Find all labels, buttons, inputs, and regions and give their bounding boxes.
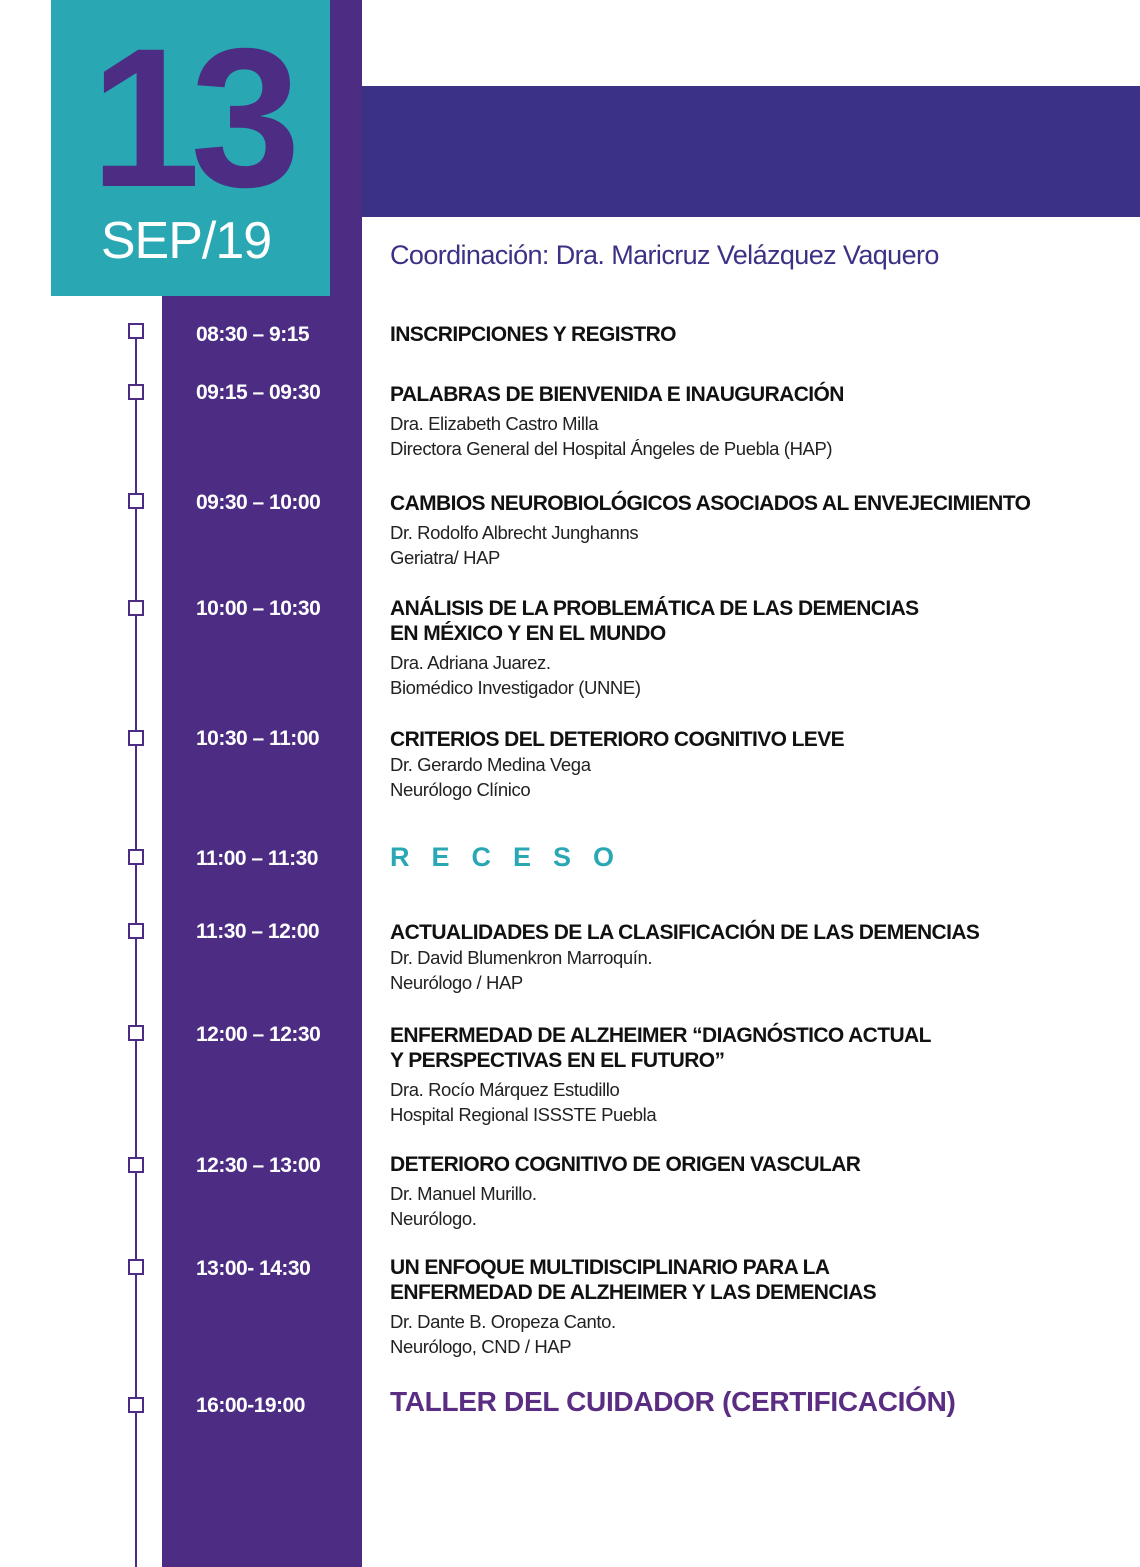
agenda-item	[390, 920, 1120, 995]
agenda-time: 09:30 – 10:00	[196, 491, 321, 514]
agenda-title: CAMBIOS NEUROBIOLÓGICOS ASOCIADOS AL ENVEJECIMIENTO	[390, 492, 1031, 515]
agenda-title: DETERIORO COGNITIVO DE ORIGEN VASCULAR	[390, 1153, 861, 1176]
agenda-speaker: Dr. Dante B. Oropeza Canto.	[390, 1311, 616, 1332]
timeline-node	[128, 1397, 144, 1413]
date-month-year: SEP/19	[100, 212, 272, 270]
agenda-speaker: Dr. David Blumenkron Marroquín.	[390, 947, 653, 968]
agenda-item	[390, 1255, 1120, 1359]
agenda-item-break	[390, 842, 1120, 872]
date-box	[51, 0, 330, 296]
agenda-item	[390, 1023, 1120, 1127]
agenda-time: 08:30 – 9:15	[196, 323, 310, 346]
agenda-item-workshop	[390, 1386, 1120, 1418]
agenda-role: Hospital Regional ISSSTE Puebla	[390, 1104, 657, 1125]
agenda-item	[390, 1152, 1120, 1231]
agenda-speaker: Dr. Gerardo Medina Vega	[390, 754, 591, 775]
agenda-item	[390, 322, 1120, 347]
agenda-role: Directora General del Hospital Ángeles de Puebla (HAP)	[390, 438, 833, 459]
date-box-edge	[330, 0, 362, 296]
agenda-title: PALABRAS DE BIENVENIDA E INAUGURACIÓN	[390, 383, 844, 406]
agenda-title: CRITERIOS DEL DETERIORO COGNITIVO LEVE	[390, 728, 845, 751]
timeline-node	[128, 384, 144, 400]
timeline-node	[128, 600, 144, 616]
agenda-speaker: Dr. Rodolfo Albrecht Junghanns	[390, 522, 639, 543]
coordination-line	[390, 238, 939, 272]
workshop-title: TALLER DEL CUIDADOR (CERTIFICACIÓN)	[390, 1386, 956, 1417]
agenda-role: Neurólogo.	[390, 1208, 477, 1229]
break-title: RECESO	[390, 842, 637, 872]
agenda-item	[390, 491, 1120, 570]
header-band	[362, 86, 1140, 217]
agenda-item	[390, 727, 1120, 802]
timeline-node	[128, 1259, 144, 1275]
timeline-node	[128, 849, 144, 865]
timeline-node	[128, 730, 144, 746]
agenda-time: 09:15 – 09:30	[196, 381, 321, 404]
timeline-node	[128, 923, 144, 939]
agenda-title: ENFERMEDAD DE ALZHEIMER “DIAGNÓSTICO ACTUAL Y PERSPECTIVAS EN EL FUTURO”	[390, 1024, 931, 1072]
agenda-speaker: Dra. Elizabeth Castro Milla	[390, 413, 599, 434]
agenda-role: Geriatra/ HAP	[390, 547, 500, 568]
agenda-time: 13:00- 14:30	[196, 1257, 311, 1280]
agenda-title: ANÁLISIS DE LA PROBLEMÁTICA DE LAS DEMENCIAS EN MÉXICO Y EN EL MUNDO	[390, 597, 919, 645]
agenda-item	[390, 382, 1120, 461]
timeline-node	[128, 323, 144, 339]
agenda-time: 11:00 – 11:30	[196, 847, 318, 870]
agenda-title: INSCRIPCIONES Y REGISTRO	[390, 323, 676, 346]
agenda-title: ACTUALIDADES DE LA CLASIFICACIÓN DE LAS DEMENCIAS	[390, 921, 980, 944]
coordination-label: Coordinación:	[390, 240, 549, 270]
agenda-time: 10:30 – 11:00	[196, 727, 320, 750]
agenda-time: 10:00 – 10:30	[196, 597, 321, 620]
agenda-role: Biomédico Investigador (UNNE)	[390, 677, 641, 698]
agenda-speaker: Dr. Manuel Murillo.	[390, 1183, 537, 1204]
timeline-node	[128, 493, 144, 509]
agenda-time: 11:30 – 12:00	[196, 920, 320, 943]
agenda-time: 12:00 – 12:30	[196, 1023, 321, 1046]
agenda-role: Neurólogo Clínico	[390, 779, 531, 800]
agenda-role: Neurólogo / HAP	[390, 972, 523, 993]
agenda-speaker: Dra. Rocío Márquez Estudillo	[390, 1079, 620, 1100]
timeline-node	[128, 1157, 144, 1173]
agenda-time: 12:30 – 13:00	[196, 1154, 321, 1177]
agenda-speaker: Dra. Adriana Juarez.	[390, 652, 551, 673]
date-day: 13	[90, 7, 291, 228]
timeline-node	[128, 1025, 144, 1041]
agenda-role: Neurólogo, CND / HAP	[390, 1336, 572, 1357]
agenda-time: 16:00-19:00	[196, 1394, 305, 1417]
timeline-line	[135, 330, 137, 1567]
agenda-item	[390, 596, 1120, 700]
agenda-title: UN ENFOQUE MULTIDISCIPLINARIO PARA LA ENFERMEDAD DE ALZHEIMER Y LAS DEMENCIAS	[390, 1256, 877, 1304]
coordinator-name: Dra. Maricruz Velázquez Vaquero	[555, 240, 939, 270]
